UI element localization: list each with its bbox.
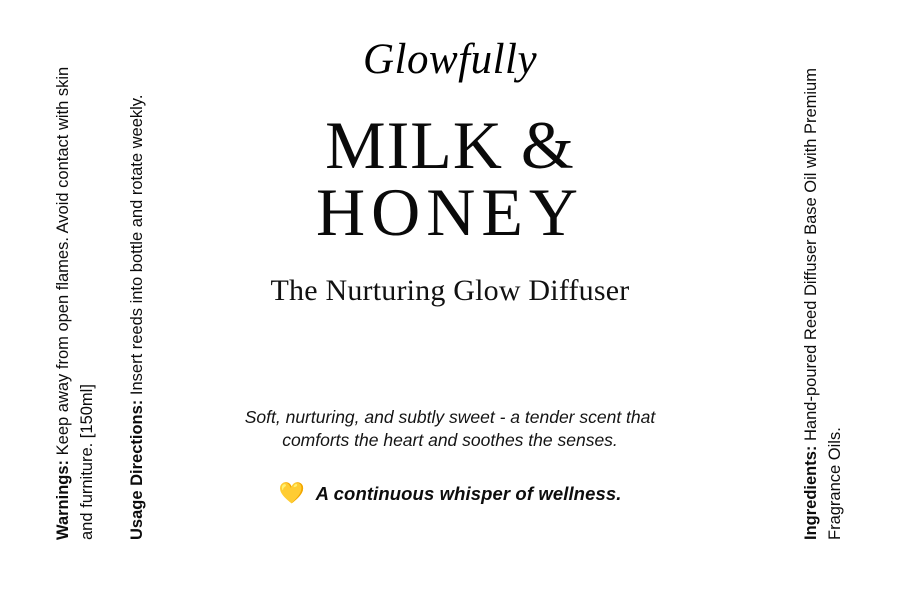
brand-name: Glowfully bbox=[362, 36, 538, 83]
ingredients-body: Hand-poured Reed Diffuser Base Oil with Premium Fragrance Oils. bbox=[802, 68, 845, 540]
usage-directions-body: Insert reeds into bottle and rotate weekly. bbox=[128, 94, 146, 400]
closing-statement bbox=[278, 483, 621, 505]
closing-statement-text: A continuous whisper of wellness. bbox=[315, 482, 622, 504]
product-name bbox=[316, 107, 584, 251]
yellow-heart-icon: 💛 bbox=[278, 482, 305, 506]
warnings-heading: Warnings: bbox=[54, 459, 72, 540]
usage-directions-heading: Usage Directions: bbox=[128, 399, 146, 540]
ingredients-heading: Ingredients: bbox=[802, 445, 821, 540]
warnings-text bbox=[52, 60, 100, 540]
usage-directions-text bbox=[126, 60, 150, 540]
ingredients-text bbox=[800, 60, 848, 540]
product-name-line-1: MILK & bbox=[325, 107, 575, 183]
label-center-content bbox=[180, 0, 720, 600]
warnings-body: Keep away from open flames. Avoid contact with skin and furniture. [150ml] bbox=[54, 66, 96, 540]
product-name-line-2: HONEY bbox=[316, 174, 584, 251]
product-tagline: The Nurturing Glow Diffuser bbox=[270, 273, 630, 307]
product-description: Soft, nurturing, and subtly sweet - a tender scent that comforts the heart and soothes the senses. bbox=[244, 406, 656, 451]
